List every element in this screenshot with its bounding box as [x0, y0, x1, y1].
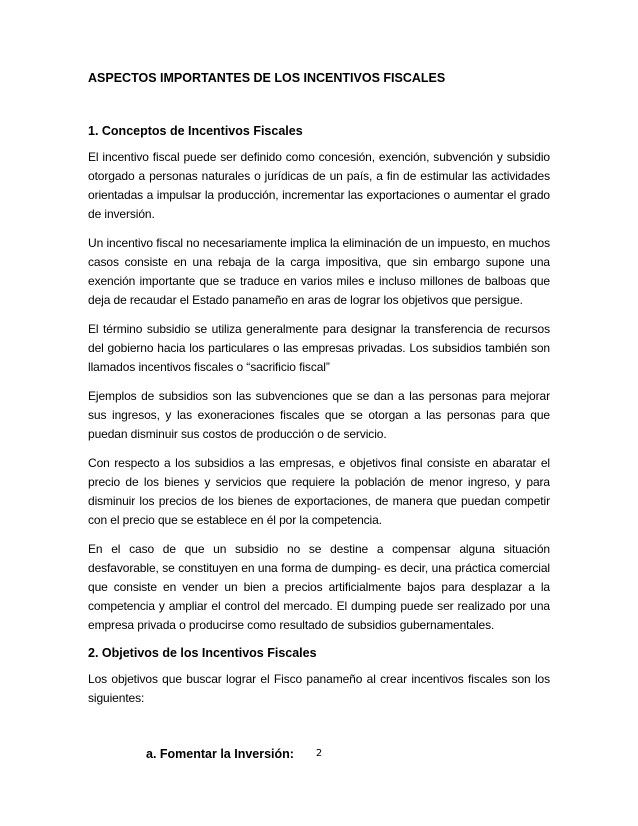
document-body	[88, 70, 550, 762]
paragraph: El término subsidio se utiliza generalmente para designar la transferencia de recursos del gobierno hacia los particulares o las empresas privadas. Los subsidios también son llamados incentivos fiscales o “sacrificio fiscal”	[88, 322, 550, 374]
section-heading-conceptos: 1. Conceptos de Incentivos Fiscales	[88, 124, 303, 138]
page-number: 2	[315, 748, 323, 759]
paragraph: El incentivo fiscal puede ser definido como concesión, exención, subvención y subsidio otorgado a personas naturales o jurídicas de un país, a fin de estimular las actividades orientadas a impulsar la producción, incrementar las exportaciones o aumentar el grado de inversión.	[88, 150, 550, 221]
list-item-fomentar-inversion: a. Fomentar la Inversión:	[146, 747, 294, 761]
paragraph: Con respecto a los subsidios a las empresas, e objetivos final consiste en abaratar el precio de los bienes y servicios que requiere la población de menor ingreso, y para disminuir los precios de los bienes de exportaciones, de manera que puedan competir con el precio que se establece en él por la competencia.	[88, 456, 550, 527]
document-title: ASPECTOS IMPORTANTES DE LOS INCENTIVOS FISCALES	[88, 71, 446, 85]
paragraph: Los objetivos que buscar lograr el Fisco panameño al crear incentivos fiscales son los siguientes:	[88, 672, 550, 705]
paragraph: Un incentivo fiscal no necesariamente implica la eliminación de un impuesto, en muchos casos consiste en una rebaja de la carga impositiva, que sin embargo supone una exención importante que se traduce en varios miles e incluso millones de balboas que deja de recaudar el Estado panameño en aras de lograr los objetivos que persigue.	[88, 236, 550, 307]
paragraph: Ejemplos de subsidios son las subvenciones que se dan a las personas para mejorar sus ingresos, y las exoneraciones fiscales que se otorgan a las personas para que puedan disminuir sus costos de producción o de servicio.	[88, 389, 550, 441]
paragraph: En el caso de que un subsidio no se destine a compensar alguna situación desfavorable, se constituyen en una forma de dumping- es decir, una práctica comercial que consiste en vender un bien a precios artificialmente bajos para desplazar a la competencia y ampliar el control del mercado. El dumping puede ser realizado por una empresa privada o producirse como resultado de subsidios gubernamentales.	[88, 542, 550, 632]
section-heading-objetivos: 2. Objetivos de los Incentivos Fiscales	[88, 646, 317, 660]
